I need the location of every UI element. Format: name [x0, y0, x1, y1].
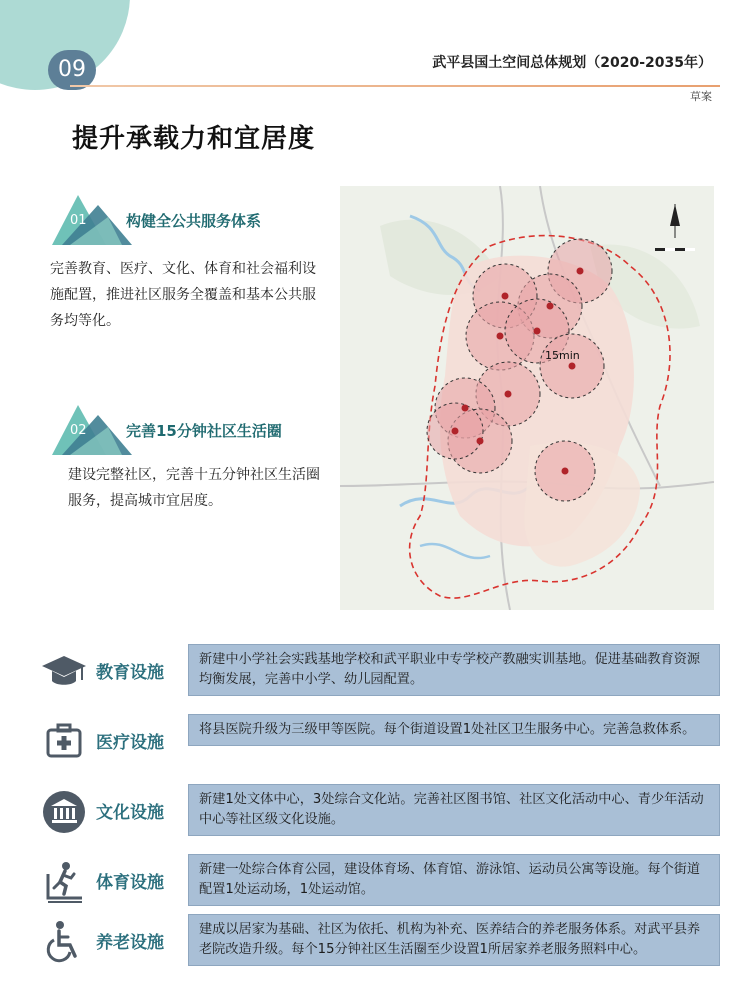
facility-description: 新建中小学社会实践基地学校和武平职业中专学校产教融实训基地。促进基础教育资源均衡发展，完善中小学、幼儿园配置。: [188, 644, 720, 696]
map-image: [340, 186, 714, 610]
section-number: 01: [70, 213, 87, 228]
facility-row-sports: [40, 854, 720, 910]
facility-row-education: [40, 644, 720, 700]
section-heading-1: [52, 195, 312, 245]
facility-label: 养老设施: [96, 933, 164, 953]
facility-description: 新建一处综合体育公园，建设体育场、体育馆、游泳馆、运动员公寓等设施。每个街道配置1处运动场，1处运动馆。: [188, 854, 720, 906]
facility-label: 教育设施: [96, 663, 164, 683]
facility-row-medical: [40, 714, 720, 770]
facility-description: 建成以居家为基础、社区为依托、机构为补充、医养结合的养老服务体系。对武平县养老院改造升级。每个15分钟社区生活圈至少设置1所居家养老服务照料中心。: [188, 914, 720, 966]
medical-kit-icon: [40, 718, 88, 766]
page-number: 09: [48, 50, 96, 90]
header-divider: [70, 85, 720, 87]
document-status: 草案: [690, 90, 712, 103]
wheelchair-icon: [40, 918, 88, 966]
facility-row-culture: [40, 784, 720, 840]
facility-label: 医疗设施: [96, 733, 164, 753]
facility-label: 文化设施: [96, 803, 164, 823]
page-title: 提升承载力和宜居度: [72, 124, 316, 154]
treadmill-runner-icon: [40, 858, 88, 906]
community-life-circle-map: [340, 186, 714, 610]
section-title: 完善15分钟社区生活圈: [126, 422, 282, 440]
graduation-cap-icon: [40, 648, 88, 696]
facility-description: 新建1处文体中心，3处综合文化站。完善社区图书馆、社区文化活动中心、青少年活动中心等社区级文化设施。: [188, 784, 720, 836]
section-heading-2: [52, 405, 312, 455]
section-title: 构健全公共服务体系: [126, 212, 262, 230]
document-title: 武平县国土空间总体规划（2020-2035年）: [432, 55, 712, 71]
section-body-1: 完善教育、医疗、文化、体育和社会福利设施配置，推进社区服务全覆盖和基本公共服务均等化。: [50, 261, 316, 329]
map-15min-label: 15min: [545, 349, 580, 362]
section-body-2: 建设完整社区，完善十五分钟社区生活圈服务，提高城市宜居度。: [68, 467, 320, 509]
facility-description: 将县医院升级为三级甲等医院。每个街道设置1处社区卫生服务中心。完善急救体系。: [188, 714, 720, 746]
section-triangle-icon: [52, 405, 132, 455]
section-triangle-icon: [52, 195, 132, 245]
museum-icon: [40, 788, 88, 836]
facility-row-elderly-care: [40, 914, 720, 970]
facility-label: 体育设施: [96, 873, 164, 893]
section-number: 02: [70, 423, 87, 438]
